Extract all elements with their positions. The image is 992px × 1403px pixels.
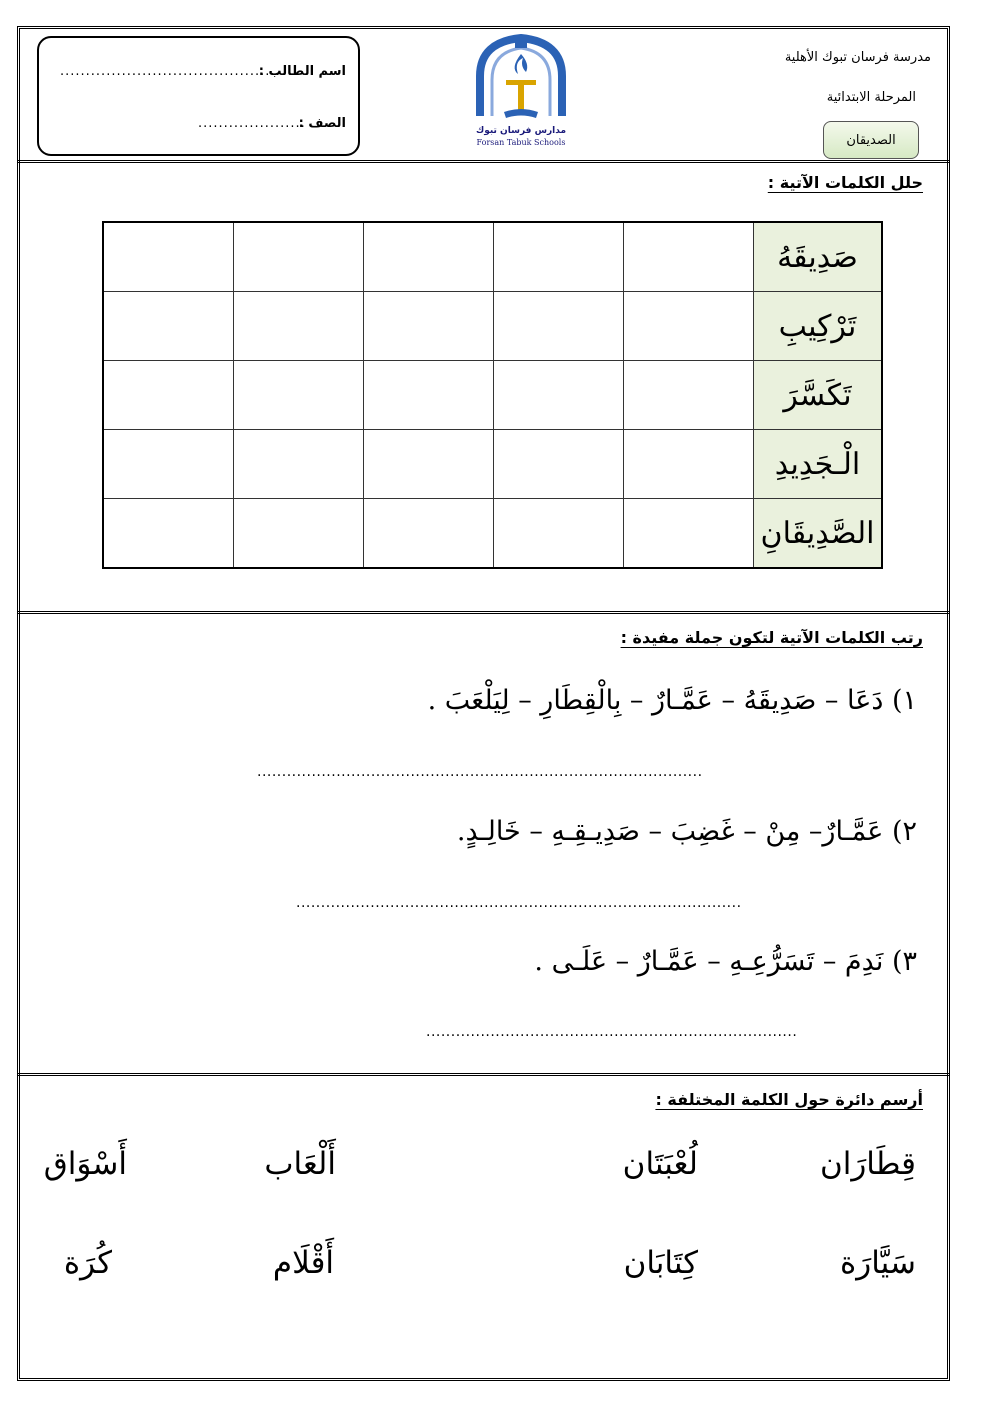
analysis-cell[interactable] (624, 292, 754, 361)
analysis-cell[interactable] (234, 292, 364, 361)
school-name: مدرسة فرسان تبوك الأهلية (784, 50, 931, 65)
analysis-cell[interactable] (234, 222, 364, 292)
analysis-cell[interactable] (494, 222, 624, 292)
logo-arabic-text: مدارس فرسان تبوك (475, 126, 567, 136)
analysis-cell[interactable] (494, 430, 624, 499)
analysis-cell[interactable] (234, 499, 364, 569)
analysis-cell[interactable] (364, 361, 494, 430)
table-row (103, 361, 882, 430)
sentence-1 (428, 685, 917, 716)
word-option[interactable]: أَسْوَاق (43, 1146, 127, 1182)
table-row (103, 430, 882, 499)
analysis-cell[interactable] (364, 292, 494, 361)
word-option[interactable]: قِطَارَان (819, 1146, 916, 1182)
analysis-cell[interactable] (234, 430, 364, 499)
analysis-cell[interactable] (103, 292, 234, 361)
analysis-word: صَدِيقَهُ (754, 222, 883, 292)
logo-english-text: Forsan Tabuk Schools (476, 138, 566, 147)
word-option[interactable]: كِتَابَان (623, 1245, 698, 1281)
student-info-box (37, 36, 360, 156)
word-analysis-table (102, 221, 883, 569)
analysis-cell[interactable] (494, 292, 624, 361)
table-row (103, 499, 882, 569)
analysis-word: الصَّدِيقَانِ (754, 499, 883, 569)
analysis-cell[interactable] (624, 361, 754, 430)
analysis-cell[interactable] (624, 430, 754, 499)
analysis-cell[interactable] (234, 361, 364, 430)
analysis-word: تَرْكِيبِ (754, 292, 883, 361)
sentence-2 (457, 816, 917, 847)
analysis-word: الْـجَدِيدِ (754, 430, 883, 499)
school-stage: المرحلة الابتدائية (826, 90, 916, 105)
analysis-cell[interactable] (364, 430, 494, 499)
analysis-cell[interactable] (103, 499, 234, 569)
analysis-cell[interactable] (364, 222, 494, 292)
section2-title: رتب الكلمات الآتية لتكون جملة مفيدة : (620, 628, 923, 647)
table-row (103, 222, 882, 292)
word-option[interactable]: كُرَة (63, 1245, 112, 1281)
word-option[interactable]: أَلْعَاب (264, 1146, 336, 1182)
section3-title: أرسم دائرة حول الكلمة المختلفة : (655, 1090, 923, 1109)
analysis-cell[interactable] (103, 222, 234, 292)
section1-title: حلل الكلمات الآتية : (767, 173, 923, 192)
word-option[interactable]: لُعْبَتَان (622, 1146, 698, 1182)
sentence-2-number: ٢) (891, 816, 917, 847)
header-divider (17, 160, 950, 163)
class-field[interactable]: ..................... (198, 116, 306, 131)
analysis-word: تَكَسَّرَ (754, 361, 883, 430)
analysis-cell[interactable] (624, 499, 754, 569)
school-logo (470, 34, 572, 150)
student-name-field[interactable]: ........................................... (60, 64, 281, 79)
analysis-cell[interactable] (624, 222, 754, 292)
sentence-3-words: نَدِمَ – تَسَرُّعِـهِ – عَمَّـارٌ – عَلَـى . (534, 946, 884, 977)
table-row (103, 292, 882, 361)
student-name-label: اسم الطالب : (258, 64, 346, 79)
word-option[interactable]: سَيَّارَة (840, 1245, 916, 1281)
sentence-1-number: ١) (891, 685, 917, 716)
lesson-title-badge: الصديقان (823, 121, 919, 159)
section1-divider (17, 611, 950, 614)
analysis-cell[interactable] (494, 361, 624, 430)
sentence-3 (534, 946, 917, 977)
analysis-cell[interactable] (494, 499, 624, 569)
analysis-cell[interactable] (364, 499, 494, 569)
sentence-2-words: عَمَّـارٌ– مِنْ – غَضِبَ – صَدِيـقِـهِ – خَالِـدٍ. (456, 816, 884, 847)
answer-line-1[interactable]: .......................................................................................... (257, 764, 703, 780)
word-option[interactable]: أَقْلَام (272, 1245, 334, 1281)
section2-divider (17, 1073, 950, 1076)
class-label: الصف : (298, 116, 346, 131)
sentence-3-number: ٣) (891, 946, 917, 977)
sentence-1-words: دَعَا – صَدِيقَهُ – عَمَّـارٌ – بِالْقِطَارِ – لِيَلْعَبَ . (427, 685, 884, 716)
answer-line-2[interactable]: .......................................................................................... (296, 895, 742, 911)
answer-line-3[interactable]: ........................................................................... (426, 1024, 798, 1040)
analysis-cell[interactable] (103, 361, 234, 430)
analysis-cell[interactable] (103, 430, 234, 499)
